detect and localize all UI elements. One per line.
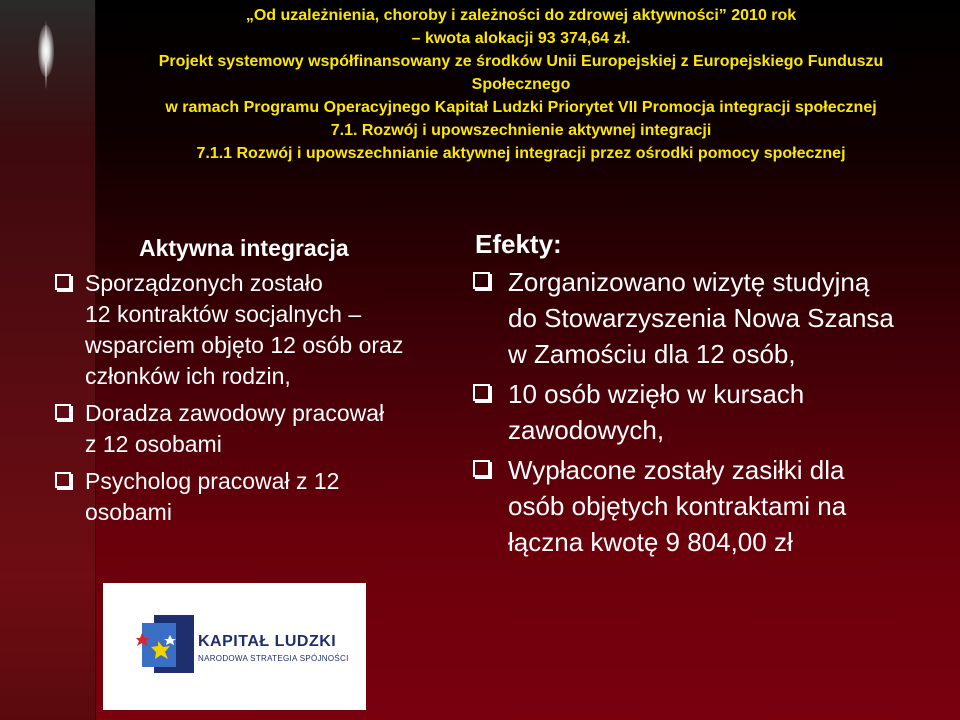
list-item xyxy=(55,268,475,392)
header-line-title: „Od uzależnienia, choroby i zależności do zdrowej aktywności” 2010 rok xyxy=(245,7,797,24)
logo-subtitle: NARODOWA STRATEGIA SPÓJNOŚCI xyxy=(198,654,349,663)
header-line-submeasure: 7.1.1 Rozwój i upowszechnianie aktywnej integracji przez ośrodki pomocy społecznej xyxy=(196,145,846,162)
list-item xyxy=(473,264,953,372)
header-line-measure: 7.1. Rozwój i upowszechnienie aktywnej integracji xyxy=(330,122,712,139)
list-item xyxy=(473,452,953,560)
effects-column xyxy=(473,228,953,564)
checkbox-bullet-icon xyxy=(55,274,71,290)
list-item xyxy=(55,466,475,528)
right-column-heading: Efekty: xyxy=(475,229,562,259)
list-item-text: Zorganizowano wizytę studyjną do Stowarzyszenia Nowa Szansa w Zamościu dla 12 osób, xyxy=(508,267,894,369)
checkbox-bullet-icon xyxy=(473,460,490,477)
list-item-text: Psycholog pracował z 12 osobami xyxy=(85,468,340,525)
logo-title: KAPITAŁ LUDZKI xyxy=(198,633,337,650)
light-glow-decoration xyxy=(38,25,54,77)
checkbox-bullet-icon xyxy=(55,404,71,420)
right-bullet-list xyxy=(473,264,953,560)
slide-header xyxy=(96,4,946,165)
list-item-text: 10 osób wzięło w kursach zawodowych, xyxy=(508,379,805,445)
list-item xyxy=(473,376,953,448)
list-item-text: Sporządzonych zostało 12 kontraktów socjalnych – wsparciem objęto 12 osób oraz członków ich rodzin, xyxy=(85,270,404,389)
left-bullet-list xyxy=(55,268,475,528)
kapital-ludzki-emblem-icon xyxy=(136,613,196,675)
list-item xyxy=(55,398,475,460)
active-integration-column xyxy=(55,232,475,534)
header-line-project: Projekt systemowy współfinansowany ze środków Unii Europejskiej z Europejskiego Funduszu xyxy=(158,53,884,70)
header-line-programme: w ramach Programu Operacyjnego Kapitał Ludzki Priorytet VII Promocja integracji społecznej xyxy=(165,99,877,116)
checkbox-bullet-icon xyxy=(473,384,490,401)
list-item-text: Doradza zawodowy pracował z 12 osobami xyxy=(85,400,385,457)
checkbox-bullet-icon xyxy=(55,472,71,488)
header-line-fund: Społecznego xyxy=(471,76,571,93)
checkbox-bullet-icon xyxy=(473,272,490,289)
header-line-allocation: – kwota alokacji 93 374,64 zł. xyxy=(411,30,631,47)
kapital-ludzki-logo xyxy=(103,583,366,710)
left-column-heading: Aktywna integracja xyxy=(139,235,349,261)
list-item-text: Wypłacone zostały zasiłki dla osób objętych kontraktami na łączna kwotę 9 804,00 zł xyxy=(508,455,847,557)
